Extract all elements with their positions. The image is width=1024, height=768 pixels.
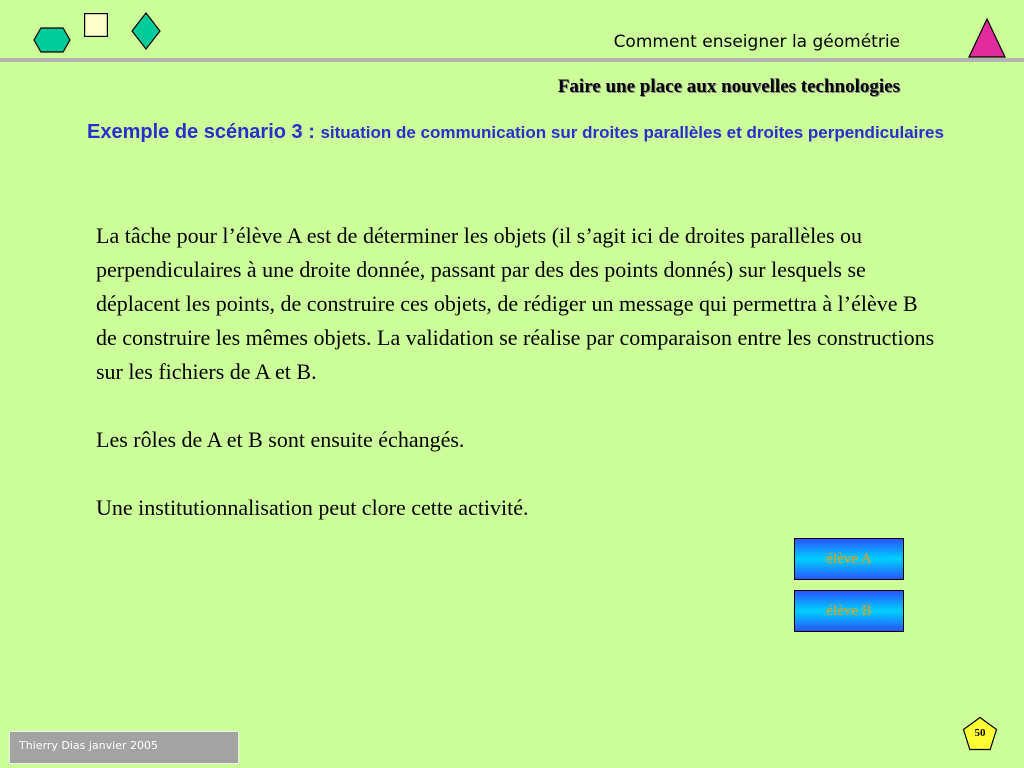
diamond-shape-icon[interactable] — [131, 12, 161, 50]
scenario-heading — [87, 118, 947, 148]
student-b-button[interactable]: élève B — [794, 590, 904, 632]
footer-author: Thierry Dias janvier 2005 — [9, 731, 239, 764]
header-divider — [0, 58, 1024, 62]
page-number: 50 — [974, 727, 986, 739]
body-paragraph: La tâche pour l’élève A est de déterminer les objets (il s’agit ici de droites parallèles ou perpendiculaires à une droite donnée, passant par des des points donnés) sur lesquels se déplacent les points, de construire ces objets, de rédiger un message qui permettra à l’élève B de construire les mêmes objets. La validation se réalise par comparaison entre les constructions sur les fichiers de A et B. — [96, 223, 935, 384]
triangle-shape-icon[interactable] — [968, 18, 1006, 58]
section-subtitle: Faire une place aux nouvelles technologies — [557, 76, 900, 97]
header-title: Comment enseigner la géométrie — [613, 32, 900, 52]
scenario-heading-rest: situation de communication sur droites parallèles et droites perpendiculaires — [320, 123, 944, 142]
student-a-button[interactable]: élève A — [794, 538, 904, 580]
body-paragraph: Une institutionnalisation peut clore cette activité. — [96, 495, 529, 520]
square-shape-icon[interactable] — [84, 13, 108, 37]
hexagon-shape-icon[interactable] — [33, 27, 71, 53]
body-paragraph: Les rôles de A et B sont ensuite échangés. — [96, 427, 465, 452]
scenario-heading-lead: Exemple de scénario 3 : — [87, 121, 321, 143]
body-text — [96, 219, 936, 559]
